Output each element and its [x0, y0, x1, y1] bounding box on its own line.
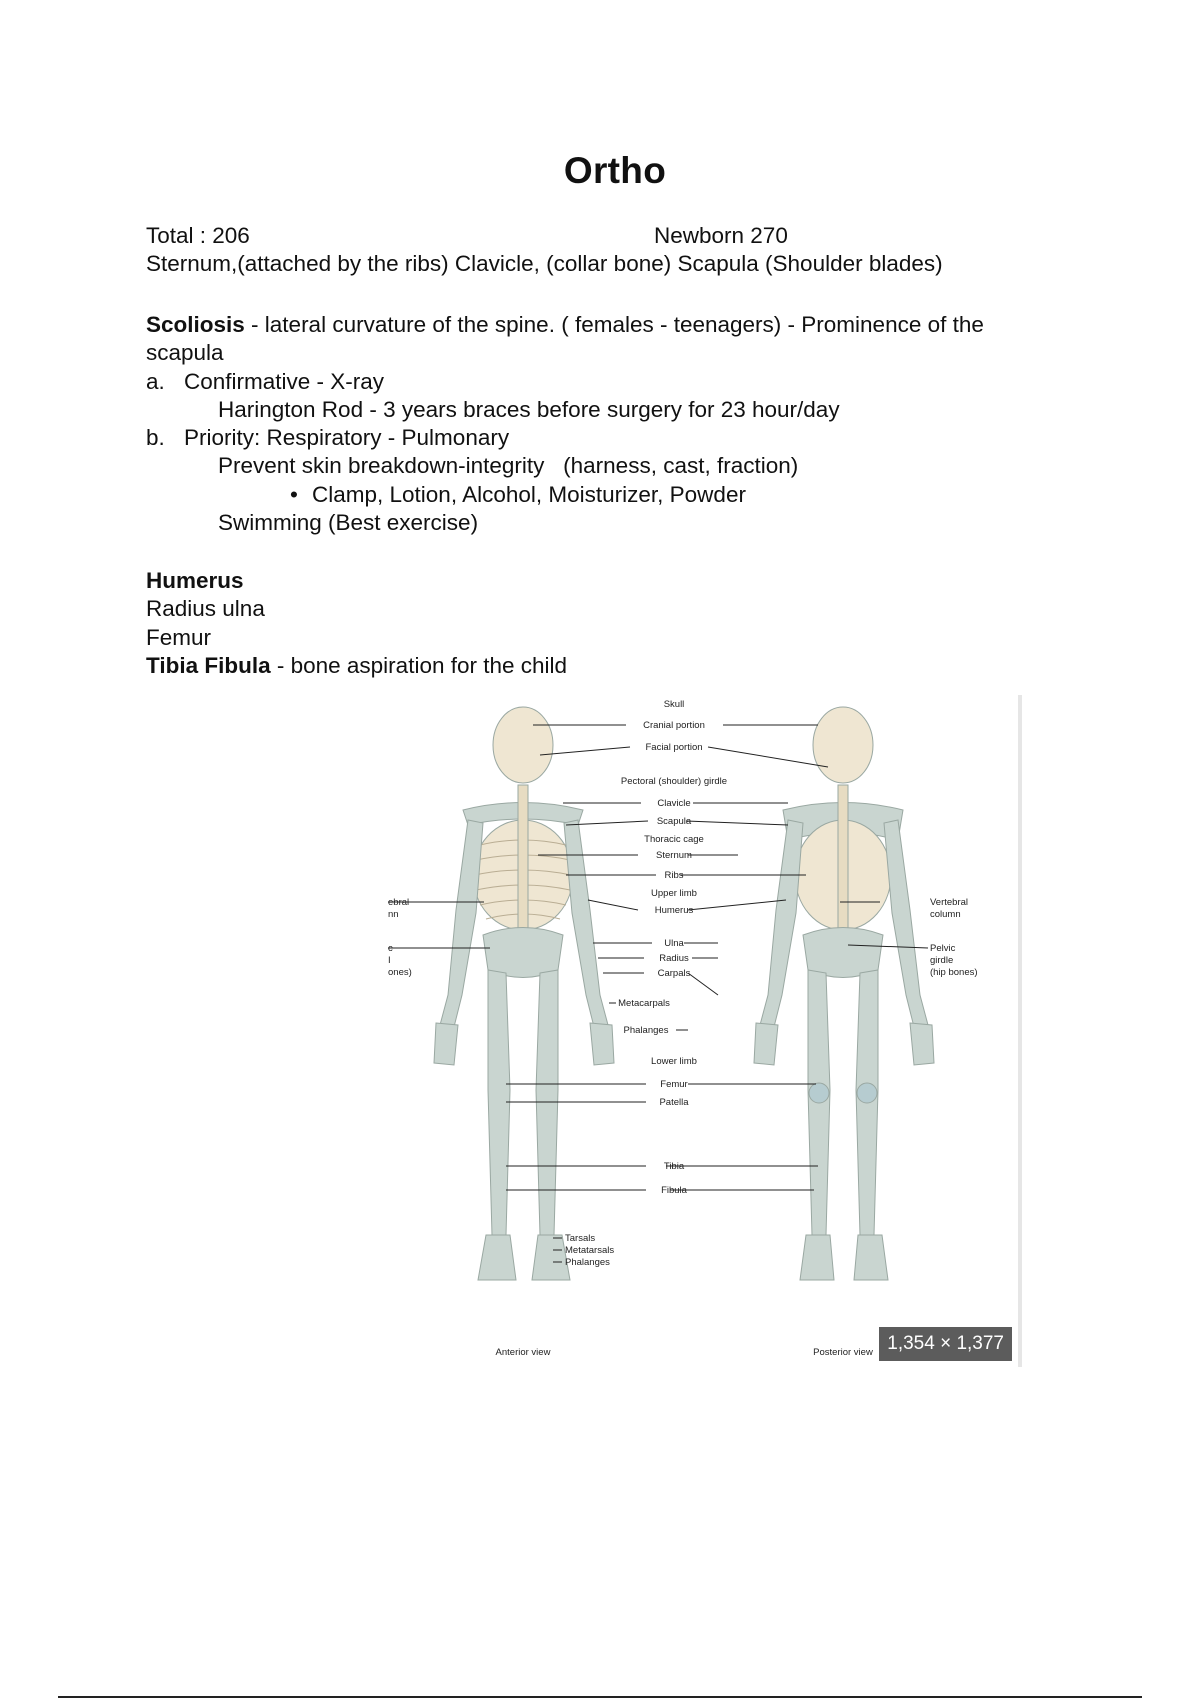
anterior-skull: [493, 707, 553, 783]
humerus-heading: Humerus: [146, 568, 244, 593]
posterior-skull: [813, 707, 873, 783]
label-vertebral-1: Vertebral: [930, 897, 969, 908]
tibia-fibula-note: - bone aspiration for the child: [270, 652, 568, 678]
label-upper-limb: Upper limb: [651, 888, 697, 899]
label-thoracic: Thoracic cage: [644, 834, 704, 845]
posterior-pelvis: [803, 928, 883, 978]
tibia-fibula-term: Tibia Fibula: [146, 652, 271, 678]
list-item-b-text: Priority: Respiratory - Pulmonary: [184, 425, 510, 451]
bone-count-line: [146, 222, 1086, 250]
posterior-right-knee: [857, 1083, 877, 1103]
label-tibia: Tibia: [663, 1161, 685, 1172]
image-dimensions-badge: 1,354 × 1,377: [879, 1327, 1012, 1361]
newborn-bones: Newborn 270: [654, 223, 788, 248]
label-metacarpals: Metacarpals: [618, 998, 670, 1009]
list-item-a-text: Confirmative - X-ray: [184, 368, 385, 394]
list-item-b-bullet: [146, 481, 1086, 509]
posterior-left-arm: [760, 820, 803, 1027]
femur-line: Femur: [146, 624, 212, 650]
label-patella: Patella: [659, 1097, 689, 1108]
scoliosis-definition-cont: scapula: [146, 340, 224, 366]
label-sternum: Sternum: [656, 850, 692, 861]
list-item-b-sub1: Prevent skin breakdown-integrity (harness, cast, fraction): [218, 453, 799, 479]
anterior-left-foot: [478, 1235, 516, 1280]
label-pelvic-3: (hip bones): [930, 967, 978, 978]
scoliosis-term: Scoliosis: [146, 312, 245, 337]
total-bones: Total : 206: [146, 223, 250, 248]
page-title: Ortho: [563, 150, 667, 191]
label-left-cut-4: I: [388, 955, 391, 966]
label-cranial: Cranial portion: [643, 720, 705, 731]
list-item-b: [146, 424, 1086, 452]
label-pelvic-2: girdle: [930, 955, 954, 966]
bottom-rule: [58, 1696, 1142, 1698]
anterior-left-arm: [440, 820, 483, 1027]
radius-ulna-line: Radius ulna: [146, 596, 265, 622]
tibia-fibula-line: [146, 652, 1086, 680]
skeleton-diagram: [388, 695, 1018, 1367]
label-facial: Facial portion: [645, 742, 703, 753]
bullet-marker: •: [290, 481, 298, 507]
label-left-cut-3: c: [388, 943, 393, 954]
scoliosis-block: [146, 311, 1086, 537]
list-item-b-sub2: Swimming (Best exercise): [218, 510, 479, 536]
bullet-text: Clamp, Lotion, Alcohol, Moisturizer, Powder: [312, 481, 746, 507]
anterior-left-hand: [434, 1023, 458, 1065]
bones-block: [146, 567, 1086, 680]
label-left-cut-5: ones): [388, 967, 412, 978]
label-posterior-view: Posterior view: [813, 1347, 873, 1358]
label-skull: Skull: [663, 699, 685, 710]
label-ribs: Ribs: [664, 870, 684, 881]
bones-line: Sternum,(attached by the ribs) Clavicle, (collar bone) Scapula (Shoulder blades): [146, 251, 943, 277]
posterior-right-hand: [910, 1023, 934, 1065]
list-marker-a: a.: [146, 368, 165, 394]
posterior-skeleton: [754, 707, 934, 1280]
skeleton-figure: [388, 695, 1022, 1367]
anterior-pelvis: [483, 928, 563, 978]
label-anterior-view: Anterior view: [495, 1347, 551, 1358]
label-left-cut-2: nn: [388, 909, 399, 920]
anterior-right-arm: [564, 820, 608, 1027]
scoliosis-definition-text: - lateral curvature of the spine. ( females - teenagers) - Prominence of the: [244, 312, 984, 337]
list-marker-b: b.: [146, 425, 165, 451]
posterior-left-foot: [800, 1235, 834, 1280]
scoliosis-definition: [146, 311, 1086, 339]
label-humerus: Humerus: [654, 905, 694, 916]
posterior-right-arm: [884, 820, 928, 1027]
posterior-left-knee: [809, 1083, 829, 1103]
label-ulna: Ulna: [664, 938, 684, 949]
label-femur: Femur: [660, 1079, 688, 1090]
label-group: [388, 699, 978, 1358]
label-radius: Radius: [659, 953, 689, 964]
label-vertebral-2: column: [930, 909, 961, 920]
posterior-left-hand: [754, 1023, 778, 1065]
label-pectoral: Pectoral (shoulder) girdle: [620, 776, 728, 787]
label-phalanges-foot: Phalanges: [565, 1257, 610, 1268]
label-left-cut-1: ebral: [388, 897, 410, 908]
intro-block: [146, 222, 1086, 279]
label-pelvic-1: Pelvic: [930, 943, 956, 954]
list-item-a-sub: Harington Rod - 3 years braces before surgery for 23 hour/day: [218, 396, 840, 422]
anterior-skeleton: [434, 707, 614, 1280]
label-carpals: Carpals: [657, 968, 691, 979]
label-scapula: Scapula: [656, 816, 692, 827]
label-tarsals: Tarsals: [565, 1233, 596, 1244]
anterior-right-hand: [590, 1023, 614, 1065]
list-item-a: [146, 368, 1086, 396]
label-lower-limb: Lower limb: [651, 1056, 697, 1067]
label-clavicle: Clavicle: [657, 798, 691, 809]
posterior-right-foot: [854, 1235, 888, 1280]
label-fibula: Fibula: [661, 1185, 687, 1196]
label-metatarsals: Metatarsals: [565, 1245, 615, 1256]
label-phalanges: Phalanges: [623, 1025, 669, 1036]
